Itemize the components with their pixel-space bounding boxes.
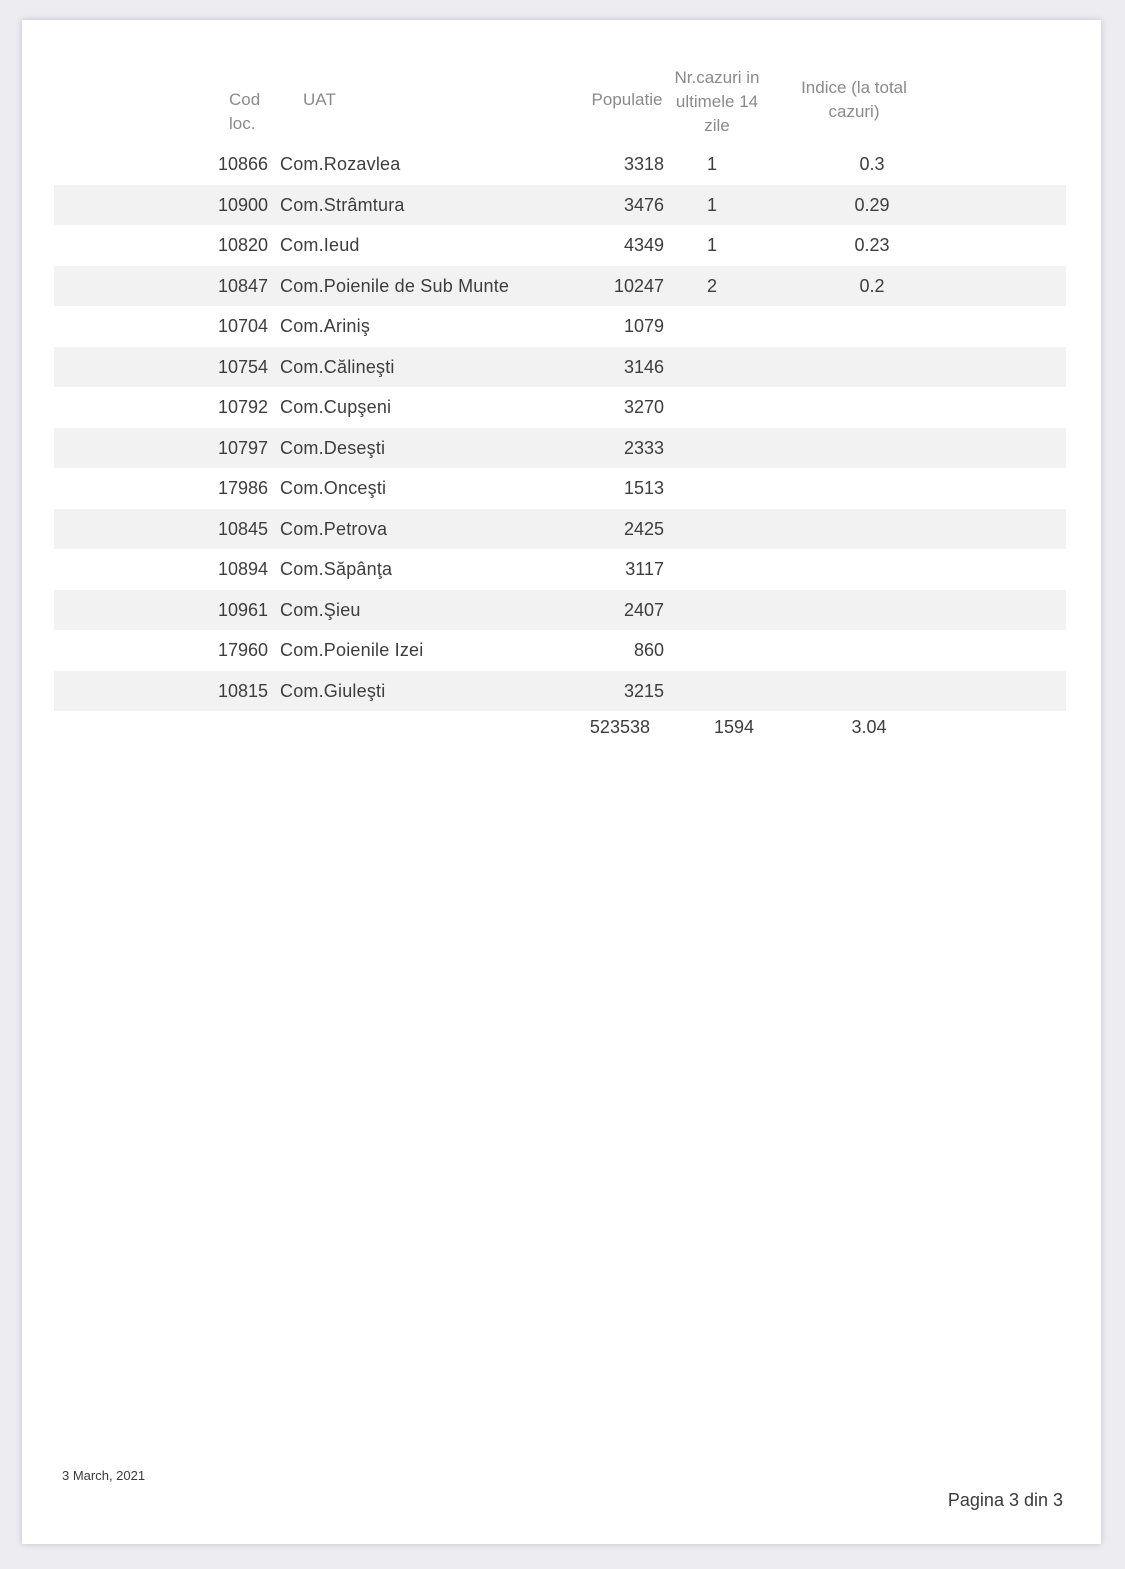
total-cases: 1594 bbox=[713, 717, 755, 737]
table-row bbox=[54, 225, 1066, 266]
footer-date: 3 March, 2021 bbox=[62, 1468, 146, 1483]
cell-population: 10247 bbox=[613, 275, 664, 296]
table-row bbox=[54, 468, 1066, 509]
total-index: 3.04 bbox=[851, 717, 887, 737]
cell-code: 10866 bbox=[217, 154, 268, 174]
cell-code: 10820 bbox=[217, 235, 268, 255]
header-index bbox=[784, 76, 924, 124]
cell-population: 2425 bbox=[623, 518, 664, 539]
cell-index bbox=[824, 468, 920, 509]
data-table bbox=[54, 144, 1066, 743]
cell-index bbox=[824, 428, 920, 469]
cell-cases: 1 bbox=[706, 194, 717, 215]
table-row bbox=[54, 144, 1066, 185]
cell-population: 3318 bbox=[623, 154, 664, 174]
cell-cases bbox=[684, 468, 740, 509]
header-cases-line: Nr.cazuri in bbox=[674, 68, 760, 87]
cell-index: 0.29 bbox=[854, 194, 890, 215]
cell-name: Com.Călineşti bbox=[280, 356, 395, 377]
cell-cases bbox=[684, 509, 740, 550]
cell-cases bbox=[684, 671, 740, 712]
cell-code: 17960 bbox=[217, 640, 268, 660]
cell-index bbox=[824, 387, 920, 428]
cell-cases bbox=[684, 590, 740, 631]
cell-population: 3117 bbox=[625, 559, 664, 579]
cell-name: Com.Onceşti bbox=[280, 478, 387, 498]
cell-population: 1079 bbox=[623, 316, 664, 336]
cell-name: Com.Poienile Izei bbox=[280, 640, 424, 660]
header-cases-line: zile bbox=[704, 116, 730, 135]
cell-population: 4349 bbox=[623, 235, 664, 255]
cell-index bbox=[824, 671, 920, 712]
cell-code: 10894 bbox=[217, 559, 268, 579]
cell-population: 1513 bbox=[623, 478, 664, 498]
cell-code: 17986 bbox=[217, 478, 268, 498]
cell-code: 10797 bbox=[217, 437, 268, 458]
cell-cases bbox=[684, 549, 740, 590]
table-row bbox=[54, 428, 1066, 469]
cell-index bbox=[824, 509, 920, 550]
table-row bbox=[54, 630, 1066, 671]
cell-index bbox=[824, 590, 920, 631]
cell-cases: 1 bbox=[706, 235, 717, 255]
cell-cases bbox=[684, 428, 740, 469]
cell-index bbox=[824, 630, 920, 671]
cell-cases bbox=[684, 630, 740, 671]
header-uat: UAT bbox=[303, 90, 336, 109]
cell-code: 10845 bbox=[217, 518, 268, 539]
document-page bbox=[22, 20, 1101, 1544]
cell-population: 3146 bbox=[623, 356, 664, 377]
table-row bbox=[54, 347, 1066, 388]
header-cod-loc: Cod loc. bbox=[229, 90, 261, 133]
table-row bbox=[54, 509, 1066, 550]
cell-index: 0.3 bbox=[859, 154, 885, 174]
header-populatie: Populatie bbox=[591, 90, 663, 109]
cell-name: Com.Rozavlea bbox=[280, 154, 401, 174]
cell-index: 0.23 bbox=[854, 235, 890, 255]
cell-code: 10847 bbox=[217, 275, 268, 296]
cell-population: 2407 bbox=[623, 599, 664, 620]
header-cases-14-days bbox=[662, 66, 772, 138]
header-index-line: cazuri) bbox=[828, 102, 880, 121]
cell-index: 0.2 bbox=[859, 275, 885, 296]
cell-cases bbox=[684, 306, 740, 347]
cell-name: Com.Şieu bbox=[280, 599, 361, 620]
table-row bbox=[54, 671, 1066, 712]
cell-name: Com.Săpânţa bbox=[280, 559, 393, 579]
header-index-line: Indice (la total bbox=[801, 78, 907, 97]
table-row bbox=[54, 549, 1066, 590]
cell-name: Com.Cupşeni bbox=[280, 397, 392, 417]
table-row bbox=[54, 306, 1066, 347]
table-row bbox=[54, 266, 1066, 307]
cell-name: Com.Deseşti bbox=[280, 437, 386, 458]
cell-index bbox=[824, 306, 920, 347]
cell-population: 860 bbox=[633, 640, 664, 660]
cell-population: 2333 bbox=[623, 437, 664, 458]
cell-cases bbox=[684, 347, 740, 388]
cell-population: 3270 bbox=[623, 397, 664, 417]
cell-code: 10900 bbox=[217, 194, 268, 215]
cell-code: 10792 bbox=[217, 397, 268, 417]
cell-code: 10815 bbox=[217, 680, 268, 701]
cell-name: Com.Giuleşti bbox=[280, 680, 386, 701]
cell-code: 10961 bbox=[217, 599, 268, 620]
cell-code: 10754 bbox=[217, 356, 268, 377]
cell-code: 10704 bbox=[217, 316, 268, 336]
totals-row bbox=[54, 711, 1066, 743]
cell-name: Com.Strâmtura bbox=[280, 194, 405, 215]
table-row bbox=[54, 387, 1066, 428]
cell-index bbox=[824, 549, 920, 590]
cell-name: Com.Petrova bbox=[280, 518, 388, 539]
cell-name: Com.Ieud bbox=[280, 235, 360, 255]
cell-population: 3215 bbox=[623, 680, 664, 701]
cell-name: Com.Poienile de Sub Munte bbox=[280, 275, 510, 296]
cell-cases bbox=[684, 387, 740, 428]
cell-name: Com.Ariniş bbox=[280, 316, 371, 336]
total-population: 523538 bbox=[589, 717, 650, 737]
cell-population: 3476 bbox=[623, 194, 664, 215]
table-row bbox=[54, 590, 1066, 631]
cell-index bbox=[824, 347, 920, 388]
cell-cases: 1 bbox=[706, 154, 717, 174]
header-cases-line: ultimele 14 bbox=[675, 92, 759, 111]
page-number: Pagina 3 din 3 bbox=[947, 1490, 1063, 1510]
table-row bbox=[54, 185, 1066, 226]
cell-cases: 2 bbox=[706, 275, 717, 296]
